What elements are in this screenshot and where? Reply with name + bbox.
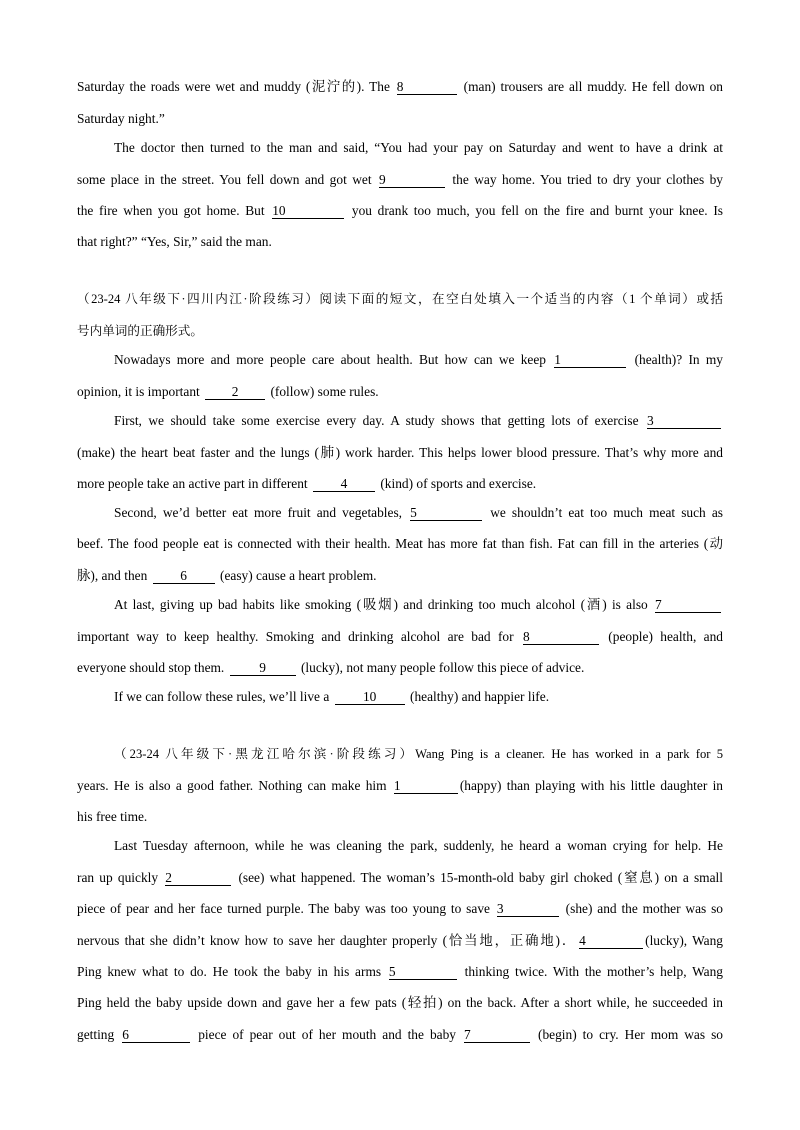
blank-10[interactable]: 10 xyxy=(272,204,344,219)
passage-b-line-9 xyxy=(114,596,723,614)
text: (follow) some rules. xyxy=(267,384,379,399)
passage-b-line-6 xyxy=(114,504,723,522)
text: (lucky), Wang xyxy=(645,933,723,948)
text: thinking twice. With the mother’s help, Wang xyxy=(458,964,723,979)
text: (kind) of sports and exercise. xyxy=(376,476,537,491)
text: (she) and the mother was so xyxy=(560,901,723,916)
blank-2[interactable]: 2 xyxy=(165,871,231,886)
blank-3[interactable]: 3 xyxy=(647,414,721,429)
text: opinion, it is important xyxy=(77,384,204,399)
passage-b-header-2: 号内单词的正确形式。 xyxy=(77,324,203,338)
passage-b-line-8 xyxy=(77,567,723,585)
text: important way to keep healthy. Smoking and drinking alcohol are bad for xyxy=(77,629,521,644)
text: (see) what happened. The woman’s 15-month-old baby girl choked (窒息) on a small xyxy=(233,870,723,885)
passage-a-line-1 xyxy=(77,78,723,96)
text: Ping knew what to do. He took the baby in his arms xyxy=(77,964,387,979)
passage-b-line-5 xyxy=(77,475,723,493)
passage-c-line-4: Last Tuesday afternoon, while he was cleaning the park, suddenly, he heard a woman crying for help. He xyxy=(114,838,723,853)
passage-c-line-1: （23-24 八年级下·黑龙江哈尔滨·阶段练习）Wang Ping is a cleaner. He has worked in a park for 5 xyxy=(114,747,723,761)
blank-8[interactable]: 8 xyxy=(397,80,457,95)
blank-3[interactable]: 3 xyxy=(497,902,559,917)
blank-6[interactable]: 6 xyxy=(122,1028,190,1043)
blank-5[interactable]: 5 xyxy=(389,965,457,980)
passage-c-line-5 xyxy=(77,869,723,887)
passage-b-line-3 xyxy=(114,412,723,430)
text: Nowadays more and more people care about health. But how can we keep xyxy=(114,352,553,367)
text: At last, giving up bad habits like smoking (吸烟) and drinking too much alcohol (酒) is also xyxy=(114,597,653,612)
text: First, we should take some exercise every day. A study shows that getting lots of exercise xyxy=(114,413,645,428)
text: years. He is also a good father. Nothing can make him xyxy=(77,778,392,793)
passage-c-line-8 xyxy=(77,963,723,981)
blank-9[interactable]: 9 xyxy=(379,173,445,188)
text: piece of pear out of her mouth and the baby xyxy=(192,1027,462,1042)
blank-1[interactable]: 1 xyxy=(394,779,458,794)
text: everyone should stop them. xyxy=(77,660,228,675)
text: (lucky), not many people follow this piece of advice. xyxy=(297,660,585,675)
text: we shouldn’t eat too much meat such as xyxy=(484,505,724,520)
text: piece of pear and her face turned purple. The baby was too young to save xyxy=(77,901,495,916)
blank-5[interactable]: 5 xyxy=(410,506,482,521)
passage-c-line-9: Ping held the baby upside down and gave her a few pats (轻拍) on the back. After a short while, he succeeded in xyxy=(77,995,723,1010)
passage-b-header-1: （23-24 八年级下·四川内江·阶段练习）阅读下面的短文，在空白处填入一个适当的内容（1 个单词）或括 xyxy=(77,292,723,306)
blank-7[interactable]: 7 xyxy=(655,598,721,613)
blank-6[interactable]: 6 xyxy=(153,569,215,584)
text: (man) trousers are all muddy. He fell down on xyxy=(458,79,723,94)
text: (healthy) and happier life. xyxy=(406,689,550,704)
blank-9[interactable]: 9 xyxy=(230,661,296,676)
passage-a-line-2: Saturday night.” xyxy=(77,111,165,126)
blank-1[interactable]: 1 xyxy=(554,353,626,368)
blank-4[interactable]: 4 xyxy=(579,934,643,949)
passage-b-line-7: beef. The food people eat is connected with their health. Meat has more fat than fish. Fat can fill in the arteries (动 xyxy=(77,536,723,551)
passage-b-line-10 xyxy=(77,628,723,646)
passage-c-line-7 xyxy=(77,932,723,950)
text: Saturday the roads were wet and muddy (泥泞的). The xyxy=(77,79,395,94)
text: (people) health, and xyxy=(600,629,723,644)
text: nervous that she didn’t know how to save her daughter properly (恰当地，正确地)． xyxy=(77,933,578,948)
text: (happy) than playing with his little daughter in xyxy=(459,778,723,793)
blank-8[interactable]: 8 xyxy=(523,630,599,645)
blank-7[interactable]: 7 xyxy=(464,1028,530,1043)
passage-c-line-3: his free time. xyxy=(77,809,148,824)
text: you drank too much, you fell on the fire and burnt your knee. Is xyxy=(346,203,723,218)
text: ran up quickly xyxy=(77,870,164,885)
text: (easy) cause a heart problem. xyxy=(216,568,377,583)
passage-a-line-5 xyxy=(77,202,723,220)
text: the way home. You tried to dry your clothes by xyxy=(447,172,723,187)
passage-c-line-10 xyxy=(77,1026,723,1044)
passage-b-line-11 xyxy=(77,659,723,677)
text: the fire when you got home. But xyxy=(77,203,271,218)
passage-b-line-12 xyxy=(114,688,723,706)
text: some place in the street. You fell down and got wet xyxy=(77,172,377,187)
passage-b-line-2 xyxy=(77,383,723,401)
passage-c-line-6 xyxy=(77,900,723,918)
passage-c-line-2 xyxy=(77,777,723,795)
passage-a-line-4 xyxy=(77,171,723,189)
passage-a-line-6: that right?” “Yes, Sir,” said the man. xyxy=(77,234,272,249)
text: more people take an active part in different xyxy=(77,476,311,491)
text: (health)? In my xyxy=(628,352,724,367)
passage-b-line-1 xyxy=(114,351,723,369)
text: Second, we’d better eat more fruit and vegetables, xyxy=(114,505,409,520)
text: getting xyxy=(77,1027,121,1042)
passage-b-line-4: (make) the heart beat faster and the lungs (肺) work harder. This helps lower blood pressure. That’s why more and xyxy=(77,445,723,460)
text: (begin) to cry. Her mom was so xyxy=(531,1027,723,1042)
blank-4[interactable]: 4 xyxy=(313,477,375,492)
blank-2[interactable]: 2 xyxy=(205,385,265,400)
passage-a-line-3: The doctor then turned to the man and said, “You had your pay on Saturday and went to have a drink at xyxy=(114,140,723,155)
text: If we can follow these rules, we’ll live a xyxy=(114,689,333,704)
blank-10[interactable]: 10 xyxy=(335,690,405,705)
text: 脉), and then xyxy=(77,568,151,583)
